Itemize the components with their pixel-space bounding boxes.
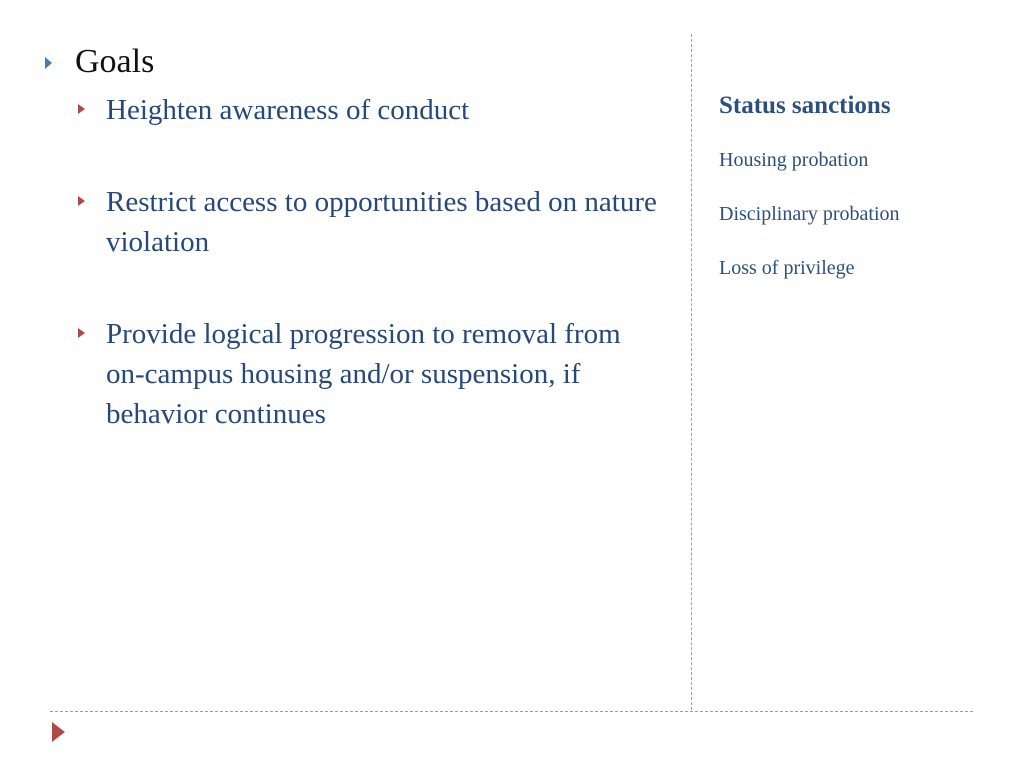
goals-heading-text: Goals [75, 43, 155, 80]
bullet-triangle-icon [78, 328, 85, 338]
vertical-divider [691, 34, 692, 710]
goals-sub-item [76, 90, 666, 130]
bullet-triangle-icon [45, 57, 52, 69]
status-sanctions-title: Status sanctions [719, 92, 891, 119]
sanction-item: Loss of privilege [719, 257, 855, 279]
goals-sub-item-text: Provide logical progression to removal from on-campus housing and/or suspension, if behavior continues [106, 318, 621, 430]
status-sanctions-panel [719, 88, 1009, 308]
goals-sub-item-text: Restrict access to opportunities based on nature violation [106, 186, 657, 258]
sanction-item: Housing probation [719, 149, 869, 171]
goals-sub-item-text: Heighten awareness of conduct [106, 94, 470, 126]
bullet-triangle-icon [78, 104, 85, 114]
footer-divider [50, 711, 973, 712]
goals-sub-item [76, 314, 666, 434]
goals-sub-item [76, 182, 666, 262]
bullet-triangle-icon [78, 196, 85, 206]
sanction-item: Disciplinary probation [719, 203, 900, 225]
goals-sub-list [76, 90, 666, 486]
footer-triangle-icon [52, 722, 65, 742]
status-sanctions-list [719, 146, 1009, 282]
goals-heading [45, 40, 154, 84]
